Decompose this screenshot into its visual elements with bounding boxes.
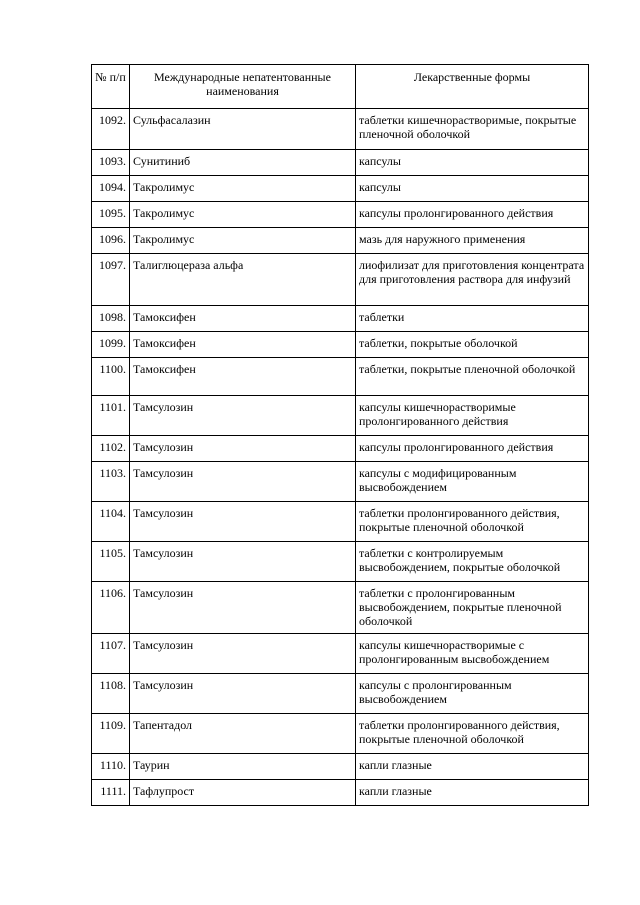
table-row: [92, 436, 589, 462]
row-inn: Такролимус: [130, 202, 356, 228]
row-forms: капсулы: [356, 176, 589, 202]
table-row: [92, 176, 589, 202]
table-row: [92, 462, 589, 502]
row-number: 1098.: [92, 306, 130, 332]
row-number: 1092.: [92, 109, 130, 150]
table-row: [92, 502, 589, 542]
row-number: 1106.: [92, 582, 130, 634]
row-forms: мазь для наружного применения: [356, 228, 589, 254]
row-inn: Тамоксифен: [130, 358, 356, 396]
row-inn: Таурин: [130, 754, 356, 780]
row-number: 1094.: [92, 176, 130, 202]
row-inn: Тамсулозин: [130, 396, 356, 436]
row-number: 1111.: [92, 780, 130, 806]
row-forms: капсулы: [356, 150, 589, 176]
table-row: [92, 202, 589, 228]
row-number: 1093.: [92, 150, 130, 176]
row-forms: капсулы с модифицированным высвобождением: [356, 462, 589, 502]
row-forms: капли глазные: [356, 780, 589, 806]
header-forms: Лекарственные формы: [356, 65, 589, 109]
table-header-row: [92, 65, 589, 109]
row-number: 1097.: [92, 254, 130, 306]
row-forms: капсулы пролонгированного действия: [356, 436, 589, 462]
table-row: [92, 714, 589, 754]
row-number: 1109.: [92, 714, 130, 754]
row-inn: Такролимус: [130, 176, 356, 202]
row-forms: лиофилизат для приготовления концентрата для приготовления раствора для инфузий: [356, 254, 589, 306]
row-number: 1095.: [92, 202, 130, 228]
row-number: 1110.: [92, 754, 130, 780]
table-row: [92, 306, 589, 332]
table-row: [92, 674, 589, 714]
table-row: [92, 228, 589, 254]
row-number: 1101.: [92, 396, 130, 436]
row-number: 1107.: [92, 634, 130, 674]
row-forms: капсулы кишечнорастворимые пролонгированного действия: [356, 396, 589, 436]
row-inn: Тамсулозин: [130, 674, 356, 714]
row-number: 1108.: [92, 674, 130, 714]
row-inn: Сунитиниб: [130, 150, 356, 176]
row-forms: таблетки, покрытые пленочной оболочкой: [356, 358, 589, 396]
row-inn: Тамсулозин: [130, 582, 356, 634]
table-row: [92, 754, 589, 780]
header-inn: Международные непатентованные наименования: [130, 65, 356, 109]
row-forms: таблетки пролонгированного действия, покрытые пленочной оболочкой: [356, 502, 589, 542]
row-forms: таблетки кишечнорастворимые, покрытые пленочной оболочкой: [356, 109, 589, 150]
row-forms: таблетки, покрытые оболочкой: [356, 332, 589, 358]
row-number: 1099.: [92, 332, 130, 358]
row-inn: Тамоксифен: [130, 306, 356, 332]
row-forms: таблетки с контролируемым высвобождением, покрытые оболочкой: [356, 542, 589, 582]
table-row: [92, 780, 589, 806]
table-row: [92, 358, 589, 396]
row-forms: таблетки: [356, 306, 589, 332]
drug-table: [91, 64, 589, 806]
row-inn: Тамсулозин: [130, 502, 356, 542]
table-row: [92, 396, 589, 436]
row-inn: Тамсулозин: [130, 436, 356, 462]
row-number: 1100.: [92, 358, 130, 396]
row-inn: Тамоксифен: [130, 332, 356, 358]
header-number: № п/п: [92, 65, 130, 109]
row-inn: Такролимус: [130, 228, 356, 254]
table-row: [92, 109, 589, 150]
row-number: 1096.: [92, 228, 130, 254]
table-row: [92, 254, 589, 306]
row-inn: Тамсулозин: [130, 634, 356, 674]
row-forms: таблетки с пролонгированным высвобождением, покрытые пленочной оболочкой: [356, 582, 589, 634]
table-row: [92, 150, 589, 176]
row-forms: капли глазные: [356, 754, 589, 780]
row-number: 1102.: [92, 436, 130, 462]
table-row: [92, 332, 589, 358]
table-body: [92, 109, 589, 806]
row-forms: капсулы кишечнорастворимые с пролонгированным высвобождением: [356, 634, 589, 674]
row-inn: Тапентадол: [130, 714, 356, 754]
row-forms: таблетки пролонгированного действия, покрытые пленочной оболочкой: [356, 714, 589, 754]
table-row: [92, 582, 589, 634]
row-inn: Тафлупрост: [130, 780, 356, 806]
row-forms: капсулы с пролонгированным высвобождением: [356, 674, 589, 714]
table-row: [92, 542, 589, 582]
row-inn: Тамсулозин: [130, 462, 356, 502]
row-number: 1104.: [92, 502, 130, 542]
row-number: 1103.: [92, 462, 130, 502]
row-forms: капсулы пролонгированного действия: [356, 202, 589, 228]
row-inn: Тамсулозин: [130, 542, 356, 582]
table-row: [92, 634, 589, 674]
row-number: 1105.: [92, 542, 130, 582]
row-inn: Талиглюцераза альфа: [130, 254, 356, 306]
row-inn: Сульфасалазин: [130, 109, 356, 150]
